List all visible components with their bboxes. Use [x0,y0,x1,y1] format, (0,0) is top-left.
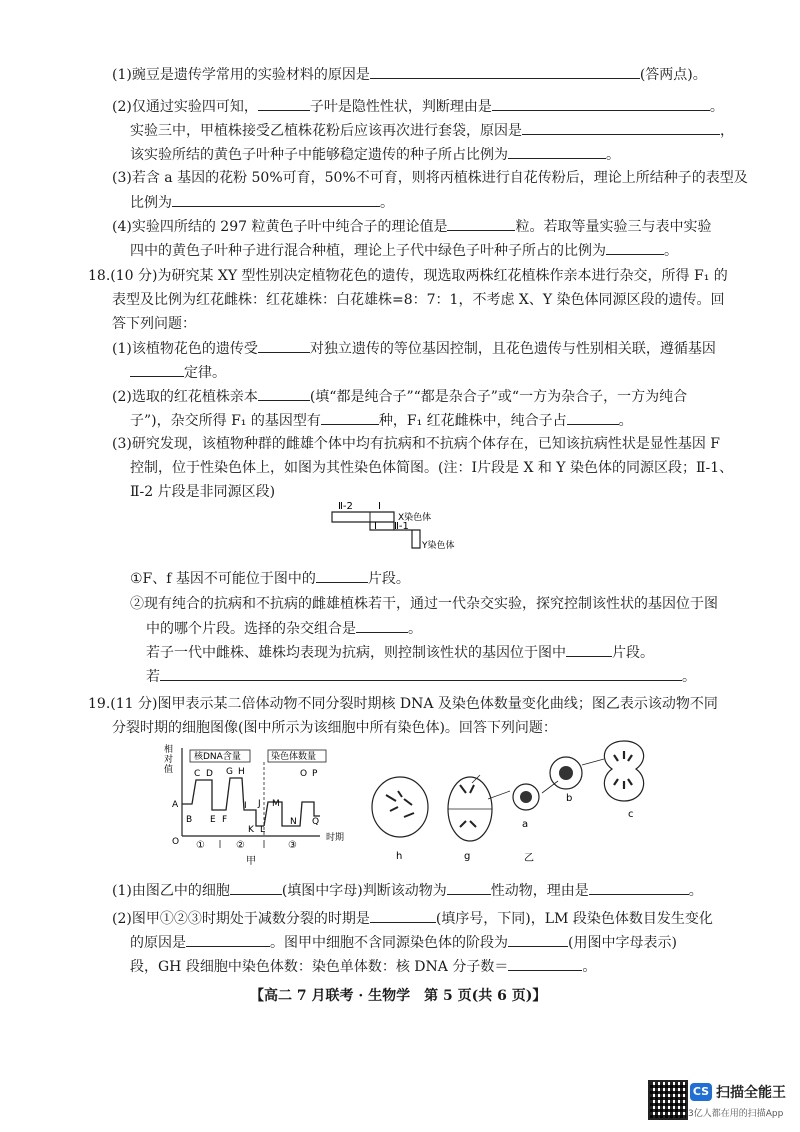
q17-line1: (1)豌豆是遗传学常用的实验材料的原因是 (答两点)。 [112,64,707,85]
q17-line8: 四中的黄色子叶种子进行混合种植，理论上子代中绿色子叶种子所占的比例为 。 [130,240,678,261]
arrow-a-g [488,791,510,799]
y-axis-label-2: 对 [164,755,174,765]
segment-i-top-label: Ⅰ [378,501,381,512]
qr-code-icon [648,1080,688,1120]
point-G: G [226,767,233,777]
cell-b-label: b [566,793,573,804]
point-L: L [260,825,266,835]
dna-content-label: 核DNA含量 [194,752,241,762]
point-K: K [248,825,254,835]
x-chromosome-outline [332,512,394,522]
q19-line2: 分裂时期的细胞图像(图中所示为该细胞中所有染色体)。回答下列问题： [112,720,557,736]
q18-line9: 控制，位于性染色体上，如图为其性染色体简图。(注：Ⅰ片段是 X 和 Y 染色体的同源区段；Ⅱ-1、 [130,460,734,476]
figure-jia-label: 甲 [246,856,256,867]
point-D: D [206,769,213,779]
watermark-app-name: 扫描全能王 [716,1085,786,1101]
arrow-a-b [542,781,558,793]
y-axis-label-3: 值 [164,765,174,775]
cell-a-nucleus [520,791,532,803]
q18-line11: ①F、f 基因不可能位于图中的 片段。 [130,568,410,589]
cell-g-chromosomes [460,785,476,827]
point-N: N [290,817,297,827]
q18-line2: 表型及比例为红花雌株：红花雄株：白花雄株=8：7：1，不考虑 X、Y 染色体同源区段的遗传。回 [112,292,725,308]
q18-line5: 定律。 [130,362,226,383]
q17-line3: 实验三中，甲植株接受乙植株花粉后应该再次进行套袋，原因是 ， [130,120,734,141]
point-C: C [194,769,201,779]
point-M: M [272,799,280,809]
q19-line5: 的原因是 。图甲中细胞不含同源染色体的阶段为 (用图中字母表示) [130,932,677,953]
point-E: E [210,815,216,825]
cell-g-label: g [464,851,471,862]
cell-b-nucleus [559,766,573,780]
stage-3: ③ [288,840,297,851]
q18-line4: (1)该植物花色的遗传受 对独立遗传的等位基因控制，且花色遗传与性别相关联，遵循基因 [112,338,716,359]
q17-line7: (4)实验四所结的 297 粒黄色子叶中纯合子的理论值是 粒。若取等量实验三与表中实验 [112,216,711,237]
x-axis-label: 时期 [326,833,345,843]
segment-ii2-label: Ⅱ-2 [338,501,353,512]
figure-jia-curve [160,740,360,870]
point-H: H [238,767,245,777]
q18-line8: (3)研究发现，该植物种群的雌雄个体中均有抗病和不抗病个体存在，已知该抗病性状是显性基因 F [112,436,720,452]
cell-h [372,777,428,837]
q18-line6: (2)选取的红花植株亲本 (填“都是纯合子”“都是杂合子”或“一方为杂合子，一方为纯合 [112,386,687,407]
stage-1: ① [196,840,205,851]
y-axis-label-1: 相 [164,745,174,755]
cell-a-label: a [522,819,529,830]
x-chromosome-label: X染色体 [398,513,432,523]
q17-line6: 比例为 。 [130,192,394,213]
cell-h-label: h [396,851,403,862]
cell-c-chromosomes [614,751,632,789]
page-footer: 【高二 7 月联考 · 生物学 第 5 页(共 6 页)】 [250,988,547,1004]
q19-line3: (1)由图乙中的细胞 (填图中字母)判断该动物为 性动物，理由是 。 [112,880,703,901]
watermark-tagline: 3亿人都在用的扫描App [688,1109,784,1119]
segment-ii1-label: Ⅱ-1 [394,521,409,532]
point-I: I [244,801,247,811]
stage-2: ② [236,840,245,851]
point-O: O [300,769,308,779]
y-chromosome-label: Y染色体 [422,541,455,551]
q18-line7: 子”)，杂交所得 F₁ 的基因型有 种，F₁ 红花雌株中，纯合子占 。 [130,410,633,431]
point-P: P [312,769,318,779]
q17-line2: (2)仅通过实验四可知， 子叶是隐性性状，判断理由是 。 [112,96,724,117]
cell-c-label: c [628,809,634,820]
cell-c [604,741,643,801]
q18-line10: Ⅱ-2 片段是非同源区段) [130,484,276,500]
origin-O: O [172,837,180,847]
sex-chromosome-diagram [320,498,520,560]
point-J: J [258,799,261,809]
arrow-b-c [582,759,604,765]
point-A: A [172,800,179,810]
camscanner-logo: CS [690,1083,712,1101]
q18-line3: 答下列问题： [112,316,196,332]
chromosome-count-label: 染色体数量 [271,752,317,762]
q17-line5: (3)若含 a 基因的花粉 50%可育，50%不可育，则将丙植株进行自花传粉后，理论上所结种子的表型及 [112,170,748,186]
q19-line6: 段，GH 段细胞中染色体数：染色单体数：核 DNA 分子数＝ 。 [130,956,596,977]
q18-line15: 若 。 [146,666,696,687]
q19-line4: (2)图甲①②③时期处于减数分裂的时期是 (填序号，下同)，LM 段染色体数目发生变化 [112,908,713,929]
point-Q: Q [312,817,320,827]
q18-line13: 中的哪个片段。选择的杂交组合是 。 [146,618,422,639]
q17-line4: 该实验所结的黄色子叶种子中能够稳定遗传的种子所占比例为 。 [130,144,620,165]
cell-h-chromosomes [386,791,414,817]
point-F: F [222,815,228,825]
point-B: B [186,815,193,825]
q19-line1: 19.(11 分)图甲表示某二倍体动物不同分裂时期核 DNA 及染色体数量变化曲线；图乙表示该动物不同 [88,696,718,712]
figure-yi-cells [360,735,660,875]
segment-i-bottom-label: Ⅰ [374,521,377,532]
figure-yi-label: 乙 [524,853,534,864]
q18-line1: 18.(10 分)为研究某 XY 型性别决定植物花色的遗传，现选取两株红花植株作亲本进行杂交，所得 F₁ 的 [88,268,728,284]
q18-line14: 若子一代中雌株、雄株均表现为抗病，则控制该性状的基因位于图中 片段。 [146,642,654,663]
q18-line12: ②现有纯合的抗病和不抗病的雌雄植株若干，通过一代杂交实验，探究控制该性状的基因位于图 [130,596,718,612]
